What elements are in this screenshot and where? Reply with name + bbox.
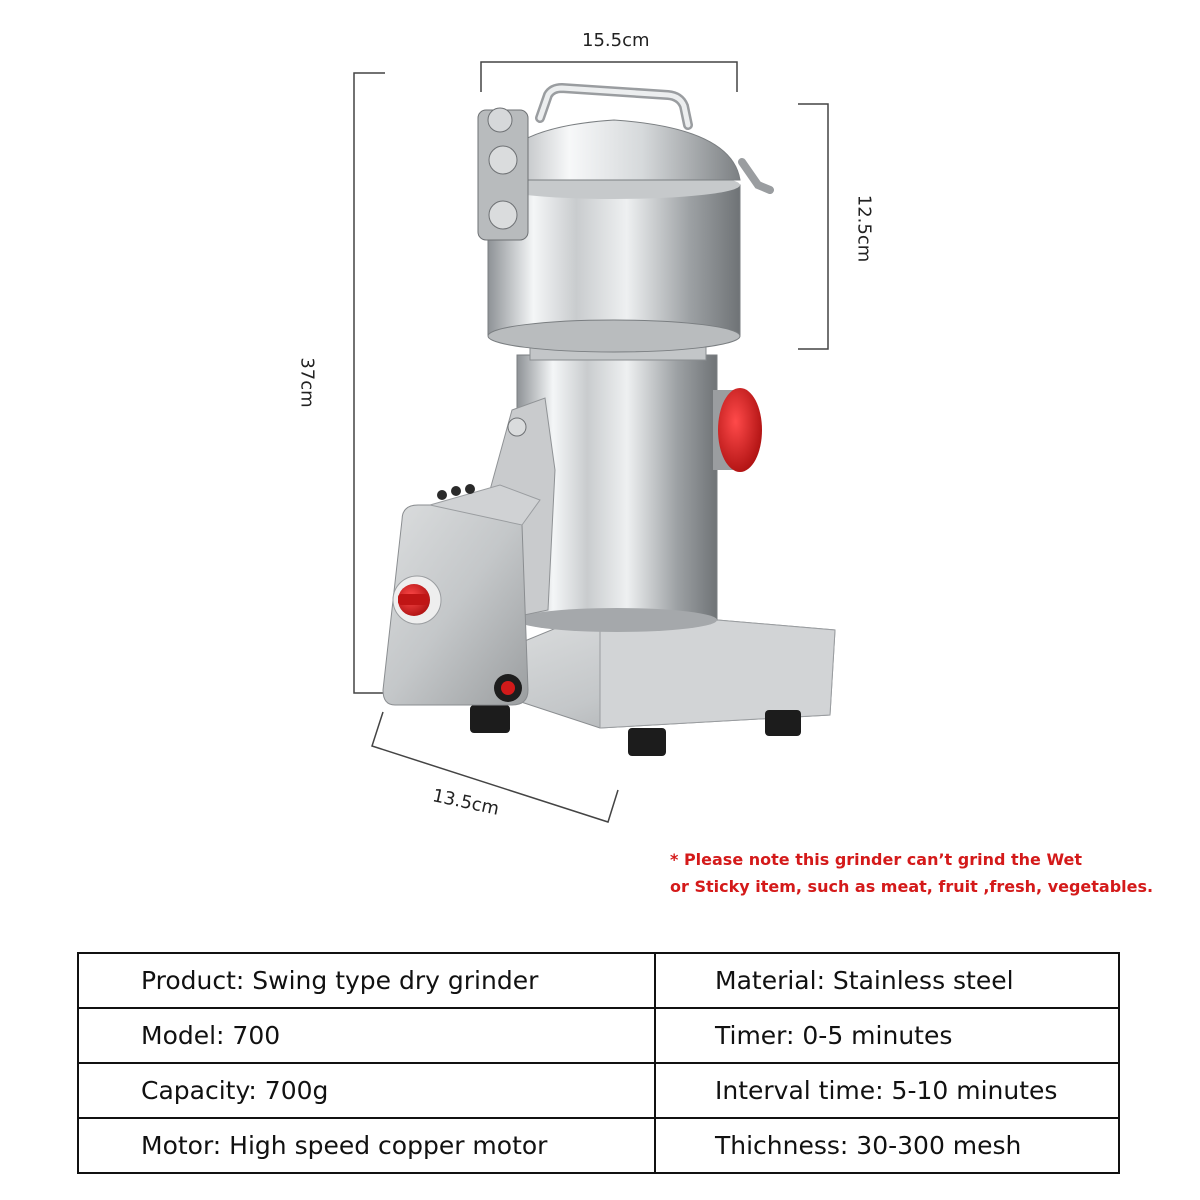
warning-line-2: or Sticky item, such as meat, fruit ,fresh, vegetables. (670, 877, 1154, 896)
warning-line-1: * Please note this grinder can’t grind the Wet (670, 850, 1083, 869)
jar-height-label: 12.5cm (853, 194, 875, 263)
table-row (78, 953, 1119, 1008)
jar-height-dimension-line (798, 104, 828, 349)
spec-material: Material: Stainless steel (655, 953, 1119, 1008)
spec-model: Model: 700 (78, 1008, 655, 1063)
table-row (78, 1008, 1119, 1063)
jar-lid (496, 88, 770, 190)
height-label: 37cm (296, 357, 318, 408)
spec-motor: Motor: High speed copper motor (78, 1118, 655, 1173)
spec-interval-time: Interval time: 5-10 minutes (655, 1063, 1119, 1118)
spec-product: Product: Swing type dry grinder (78, 953, 655, 1008)
wet-items-warning (670, 846, 1153, 900)
lid-clamp (478, 108, 528, 240)
side-lock-knob (713, 388, 762, 472)
table-row (78, 1063, 1119, 1118)
specifications-table (77, 952, 1120, 1174)
depth-label: 13.5cm (430, 785, 501, 820)
control-box (383, 484, 540, 705)
spec-capacity: Capacity: 700g (78, 1063, 655, 1118)
width-label: 15.5cm (582, 30, 650, 51)
table-row (78, 1118, 1119, 1173)
height-dimension-line (354, 73, 385, 693)
spec-thickness: Thichness: 30-300 mesh (655, 1118, 1119, 1173)
spec-timer: Timer: 0-5 minutes (655, 1008, 1119, 1063)
